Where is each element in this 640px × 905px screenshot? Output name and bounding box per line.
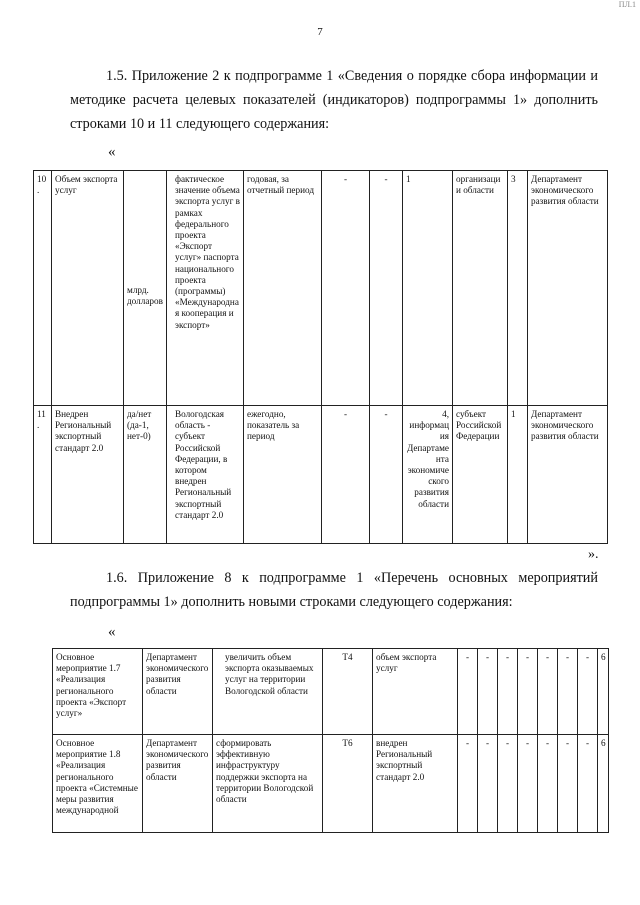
coverage-cell: 3: [508, 171, 528, 406]
section-1-6-open-quote: «: [108, 624, 116, 640]
year-cell: -: [498, 649, 518, 735]
periodicity: годовая, за отчетный период: [244, 171, 322, 406]
year-cell: -: [578, 735, 598, 833]
year-cell: -: [518, 735, 538, 833]
executor: Департамент экономического развития области: [143, 735, 213, 833]
target-indicator: внедрен Региональный экспортный стандарт 2.0: [373, 735, 458, 833]
definition: фактическое значение объема экспорта услуг в рамках федерального проекта «Экспорт услуг» паспорта национального проекта (программы) «Международная кооперация и экспорт»: [167, 171, 244, 406]
task-code: Т6: [323, 735, 373, 833]
page-number: 7: [317, 26, 323, 38]
collection-method: 4, информация Департамента экономического развития области: [403, 406, 453, 544]
responsible: Департамент экономического развития области: [528, 171, 608, 406]
periodicity: ежегодно, показатель за период: [244, 406, 322, 544]
year-cell: -: [458, 735, 478, 833]
funding-source-cell: 6: [598, 735, 609, 833]
measure-name: Основное мероприятие 1.8 «Реализация регионального проекта «Системные меры развития международной: [53, 735, 143, 833]
formula-cell: -: [322, 406, 370, 544]
indicator-name: Объем экспорта услуг: [52, 171, 124, 406]
measure-row-1-8: [53, 735, 609, 833]
indicator-row-11: [34, 406, 608, 544]
year-cell: -: [578, 649, 598, 735]
measures-table: [52, 648, 609, 833]
expected-result: сформировать эффективную инфраструктуру поддержки экспорта на территории Вологодской области: [213, 735, 323, 833]
row-number: 11.: [34, 406, 52, 544]
row-number: 10.: [34, 171, 52, 406]
responsible: Департамент экономического развития области: [528, 406, 608, 544]
unit: млрд. долларов: [124, 171, 167, 406]
unit: да/нет (да-1, нет-0): [124, 406, 167, 544]
section-1-5-close-quote: ».: [588, 547, 599, 562]
executor: Департамент экономического развития области: [143, 649, 213, 735]
definition: Вологодская область - субъект Российской Федерации, в котором внедрен Региональный экспортный стандарт 2.0: [167, 406, 244, 544]
indicator-name: Внедрен Региональный экспортный стандарт 2.0: [52, 406, 124, 544]
indicators-table: [33, 170, 608, 544]
formula-cell: -: [322, 171, 370, 406]
target-indicator: объем экспорта услуг: [373, 649, 458, 735]
section-1-6-text: 1.6. Приложение 8 к подпрограмме 1 «Перечень основных мероприятий подпрограммы 1» дополнить новыми строками следующего содержания:: [70, 570, 598, 610]
task-code: Т4: [323, 649, 373, 735]
collection-method: 1: [403, 171, 453, 406]
year-cell: -: [558, 649, 578, 735]
year-cell: -: [478, 649, 498, 735]
year-cell: -: [518, 649, 538, 735]
basic-indicators-cell: -: [370, 171, 403, 406]
funding-source-cell: 6: [598, 649, 609, 735]
section-1-5-text: 1.5. Приложение 2 к подпрограмме 1 «Сведения о порядке сбора информации и методике расчета целевых показателей (индикаторов) подпрограммы 1» дополнить строками 10 и 11 следующего содержания:: [70, 68, 598, 132]
section-1-5-open-quote: «: [108, 144, 116, 160]
year-cell: -: [538, 649, 558, 735]
observation-object: субъект Российской Федерации: [453, 406, 508, 544]
year-cell: -: [478, 735, 498, 833]
year-cell: -: [558, 735, 578, 833]
year-cell: -: [498, 735, 518, 833]
indicator-row-10: [34, 171, 608, 406]
observation-object: организации области: [453, 171, 508, 406]
section-1-6-paragraph: [70, 566, 598, 614]
year-cell: -: [458, 649, 478, 735]
measure-name: Основное мероприятие 1.7 «Реализация регионального проекта «Экспорт услуг»: [53, 649, 143, 735]
measure-row-1-7: [53, 649, 609, 735]
corner-mark: ПЛ.1: [618, 0, 636, 9]
basic-indicators-cell: -: [370, 406, 403, 544]
coverage-cell: 1: [508, 406, 528, 544]
expected-result: увеличить объем экспорта оказываемых услуг на территории Вологодской области: [213, 649, 323, 735]
year-cell: -: [538, 735, 558, 833]
section-1-5-paragraph: [70, 64, 598, 136]
